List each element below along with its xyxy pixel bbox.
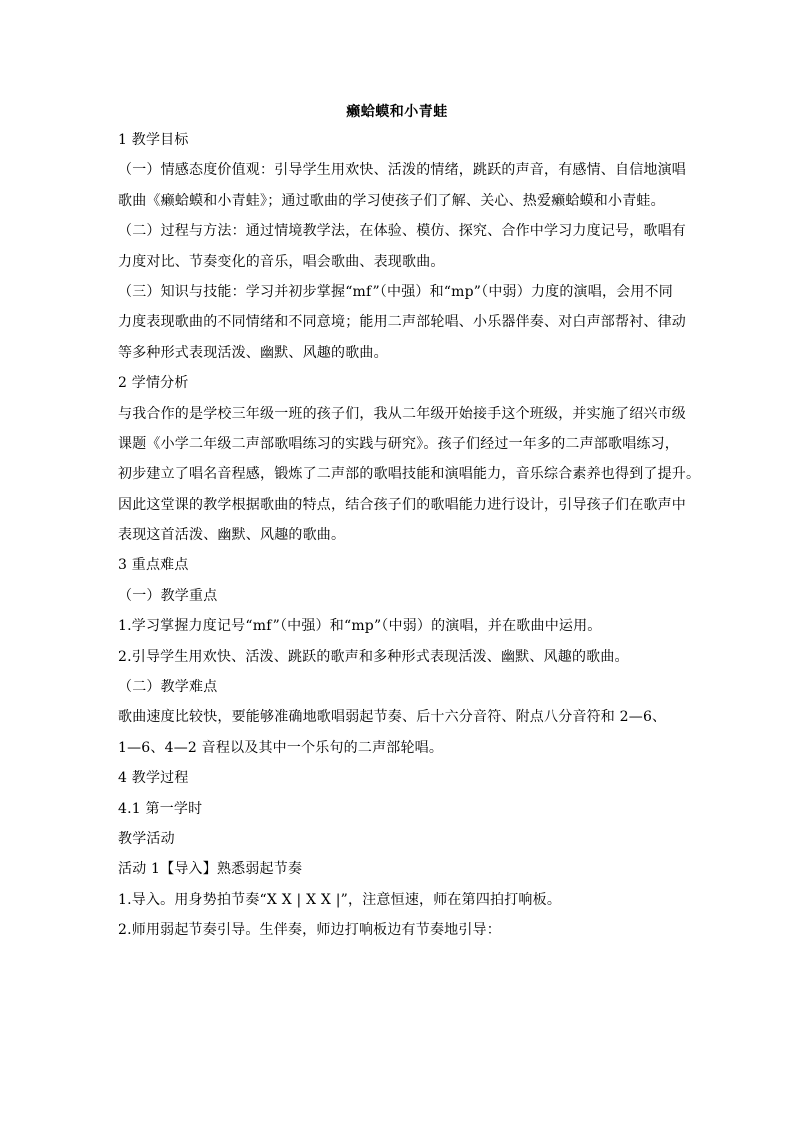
paragraph-line: 等多种形式表现活泼、幽默、风趣的歌曲。 xyxy=(118,344,388,361)
paragraph-line: 课题《小学二年级二声部歌唱练习的实践与研究》。孩子们经过一年多的二声部歌唱练习， xyxy=(118,435,679,452)
paragraph-line: 初步建立了唱名音程感，锻炼了二声部的歌唱技能和演唱能力，音乐综合素养也得到了提升。 xyxy=(118,466,701,483)
paragraph-line: （二）过程与方法：通过情境教学法，在体验、模仿、探究、合作中学习力度记号，歌唱有 xyxy=(118,223,686,240)
section-heading-objectives: 1 教学目标 xyxy=(118,132,189,148)
paragraph-line: （一）情感态度价值观：引导学生用欢快、活泼的情绪，跳跃的声音，有感情、自信地演唱 xyxy=(118,162,686,179)
paragraph-line: 因此这堂课的教学根据歌曲的特点，结合孩子们的歌唱能力进行设计，引导孩子们在歌声中 xyxy=(118,496,686,513)
paragraph-line: 2.师用弱起节奏引导。生伴奏，师边打响板边有节奏地引导： xyxy=(118,922,501,939)
section-heading-process: 4 教学过程 xyxy=(118,770,189,787)
section-heading-analysis: 2 学情分析 xyxy=(118,375,189,392)
paragraph-line: 1.导入。用身势拍节奏“X X | X X |”，注意恒速，师在第四拍打响板。 xyxy=(118,891,562,908)
paragraph-line: 2.引导学生用欢快、活泼、跳跃的歌声和多种形式表现活泼、幽默、风趣的歌曲。 xyxy=(118,648,629,665)
paragraph-line: 1—6、4—2 音程以及其中一个乐句的二声部轮唱。 xyxy=(118,739,444,756)
paragraph-line: 1.学习掌握力度记号“mf”（中强）和“mp”（中弱）的演唱，并在歌曲中运用。 xyxy=(118,618,602,635)
section-heading-key-points: 3 重点难点 xyxy=(118,557,189,574)
document-title: 癞蛤蟆和小青蛙 xyxy=(346,104,448,120)
subsection-heading: 4.1 第一学时 xyxy=(118,800,203,817)
subsection-heading: （二）教学难点 xyxy=(118,679,218,696)
paragraph-line: 歌曲《癞蛤蟆和小青蛙》；通过歌曲的学习使孩子们了解、关心、热爱癞蛤蟆和小青蛙。 xyxy=(118,192,665,209)
paragraph-line: 力度对比、节奏变化的音乐，唱会歌曲、表现歌曲。 xyxy=(118,253,445,270)
document-body xyxy=(118,130,701,951)
paragraph-line: 歌曲速度比较快，要能够准确地歌唱弱起节奏、后十六分音符、附点八分音符和 2—6、 xyxy=(118,709,667,726)
paragraph-line: （三）知识与技能：学习并初步掌握“mf”（中强）和“mp”（中弱）力度的演唱，会用不同 xyxy=(118,283,673,300)
subsection-heading: （一）教学重点 xyxy=(118,587,218,604)
paragraph-line: 教学活动 xyxy=(118,830,175,847)
paragraph-line: 活动 1【导入】熟悉弱起节奏 xyxy=(118,861,303,878)
paragraph-line: 力度表现歌曲的不同情绪和不同意境；能用二声部轮唱、小乐器伴奏、对白声部帮衬、律动 xyxy=(118,314,686,331)
paragraph-line: 与我合作的是学校三年级一班的孩子们，我从二年级开始接手这个班级，并实施了绍兴市级 xyxy=(118,405,686,422)
paragraph-line: 表现这首活泼、幽默、风趣的歌曲。 xyxy=(118,527,346,544)
